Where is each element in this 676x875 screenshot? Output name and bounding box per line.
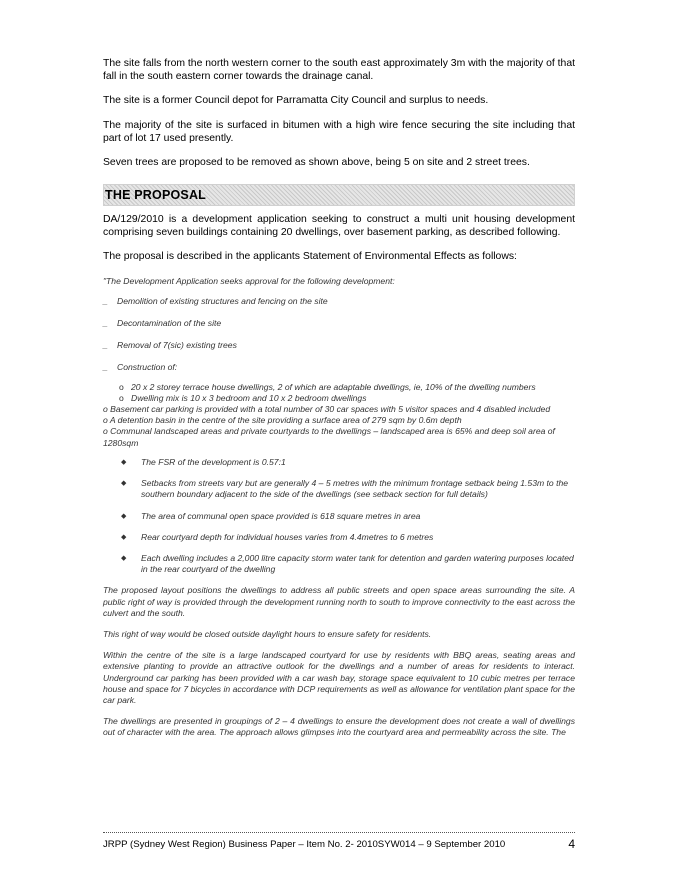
bullet-item (121, 532, 575, 543)
bullet-marker: ◆ (121, 458, 127, 466)
bullet-text: The area of communal open space provided is 618 square metres in area (141, 510, 421, 521)
bullet-marker: ◆ (121, 533, 127, 541)
quoted-see-extract (103, 276, 575, 739)
bullet-text: Setbacks from streets vary but are generally 4 – 5 metres with the minimum frontage setback being 1.53m to the southern boundary adjacent to the side of the dwellings (see setback section for full details) (141, 478, 569, 500)
circle-marker: o (119, 392, 124, 403)
see-intro-paragraph: The proposal is described in the applicants Statement of Environmental Effects as follows: (103, 251, 517, 263)
section-heading-bar (103, 184, 575, 206)
page-number: 4 (568, 837, 575, 851)
section-heading: THE PROPOSAL (105, 187, 207, 202)
dash-item-text: Demolition of existing structures and fencing on the site (117, 295, 328, 306)
o-list-item: o Basement car parking is provided with a total number of 30 car spaces with 5 visitor spaces and 4 disabled included (103, 404, 551, 415)
dash-item-text: Construction of: (117, 362, 178, 373)
o-list-item: o Communal landscaped areas and private courtyards to the dwellings – landscaped area is 65% and deep soil area of 1280sqm (103, 426, 555, 448)
o-list-item: o A detention basin in the centre of the site providing a surface area of 279 sqm by 0.6m depth (103, 415, 462, 426)
layout-paragraph: The proposed layout positions the dwellings to address all public streets and open space areas surrounding the site. A public right of way is provided through the development running north to south to improve connectivity to the east across the culvert and the south. (103, 585, 575, 618)
bullet-text: The FSR of the development is 0.57:1 (141, 456, 286, 467)
bullet-list (121, 457, 575, 575)
page-content (103, 58, 575, 749)
circle-marker: o (119, 381, 124, 392)
circle-item-text: Dwelling mix is 10 x 3 bedroom and 10 x 2 bedroom dwellings (131, 392, 367, 403)
circle-list-item (119, 393, 575, 404)
bullet-item (121, 478, 575, 500)
trees-paragraph: Seven trees are proposed to be removed as shown above, being 5 on site and 2 street trees. (103, 157, 530, 169)
right-of-way-paragraph: This right of way would be closed outside daylight hours to ensure safety for residents. (103, 628, 432, 639)
page-footer (103, 832, 575, 850)
dash-item-text: Decontamination of the site (117, 318, 222, 329)
dwelling-groupings-paragraph: The dwellings are presented in groupings of 2 – 4 dwellings to ensure the development does not create a wall of dwellings out of character with the area. The approach allows glimpses into the courtyard area and permeability across the site. The (103, 716, 575, 738)
bullet-item (121, 457, 575, 468)
bullet-marker: ◆ (121, 480, 127, 488)
construction-sublist (119, 382, 575, 404)
circle-list-item (119, 382, 575, 393)
courtyard-paragraph: Within the centre of the site is a large landscaped courtyard for use by residents with BBQ areas, seating areas and extensive planting to provide an attractive outlook for the dwellings and a number of areas for residents to interact. Underground car parking has been provided with a car wash bay, storage space equivalent to 10 cubic metres per terrace house and space for 7 bicycles in accordance with DCP requirements as well as allowance for ventilation plant space for the car park. (103, 650, 575, 705)
site-fall-paragraph: The site falls from the north western corner to the south east approximately 3m with the majority of that fall in the south eastern corner towards the drainage canal. (103, 58, 575, 82)
former-depot-paragraph: The site is a former Council depot for Parramatta City Council and surplus to needs. (103, 95, 489, 107)
da-description-paragraph: DA/129/2010 is a development application seeking to construct a multi unit housing development comprising seven buildings containing 20 dwellings, over basement parking, as described following. (103, 213, 575, 238)
circle-item-text: 20 x 2 storey terrace house dwellings, 2 of which are adaptable dwellings, ie, 10% of the dwelling numbers (131, 381, 536, 392)
bullet-item (121, 553, 575, 575)
dash-list-item (103, 340, 575, 351)
dash-marker: _ (103, 362, 108, 373)
bullet-marker: ◆ (121, 554, 127, 562)
dash-marker: _ (103, 318, 108, 329)
bitumen-paragraph: The majority of the site is surfaced in bitumen with a high wire fence securing the site including that part of lot 17 used presently. (103, 119, 575, 144)
dash-list-item (103, 296, 575, 307)
bullet-item (121, 511, 575, 522)
bullet-marker: ◆ (121, 512, 127, 520)
dash-marker: _ (103, 295, 108, 306)
quote-intro: "The Development Application seeks approval for the following development: (103, 275, 395, 286)
dash-list-item (103, 318, 575, 329)
dash-marker: _ (103, 340, 108, 351)
dash-list-item (103, 362, 575, 373)
dash-item-text: Removal of 7(sic) existing trees (117, 340, 237, 351)
bullet-text: Rear courtyard depth for individual houses varies from 4.4metres to 6 metres (141, 531, 434, 542)
bullet-text: Each dwelling includes a 2,000 litre capacity storm water tank for detention and garden watering purposes located in the rear courtyard of the dwelling (141, 552, 574, 575)
footer-text: JRPP (Sydney West Region) Business Paper – Item No. 2- 2010SYW014 – 9 September 2010 (103, 839, 506, 850)
